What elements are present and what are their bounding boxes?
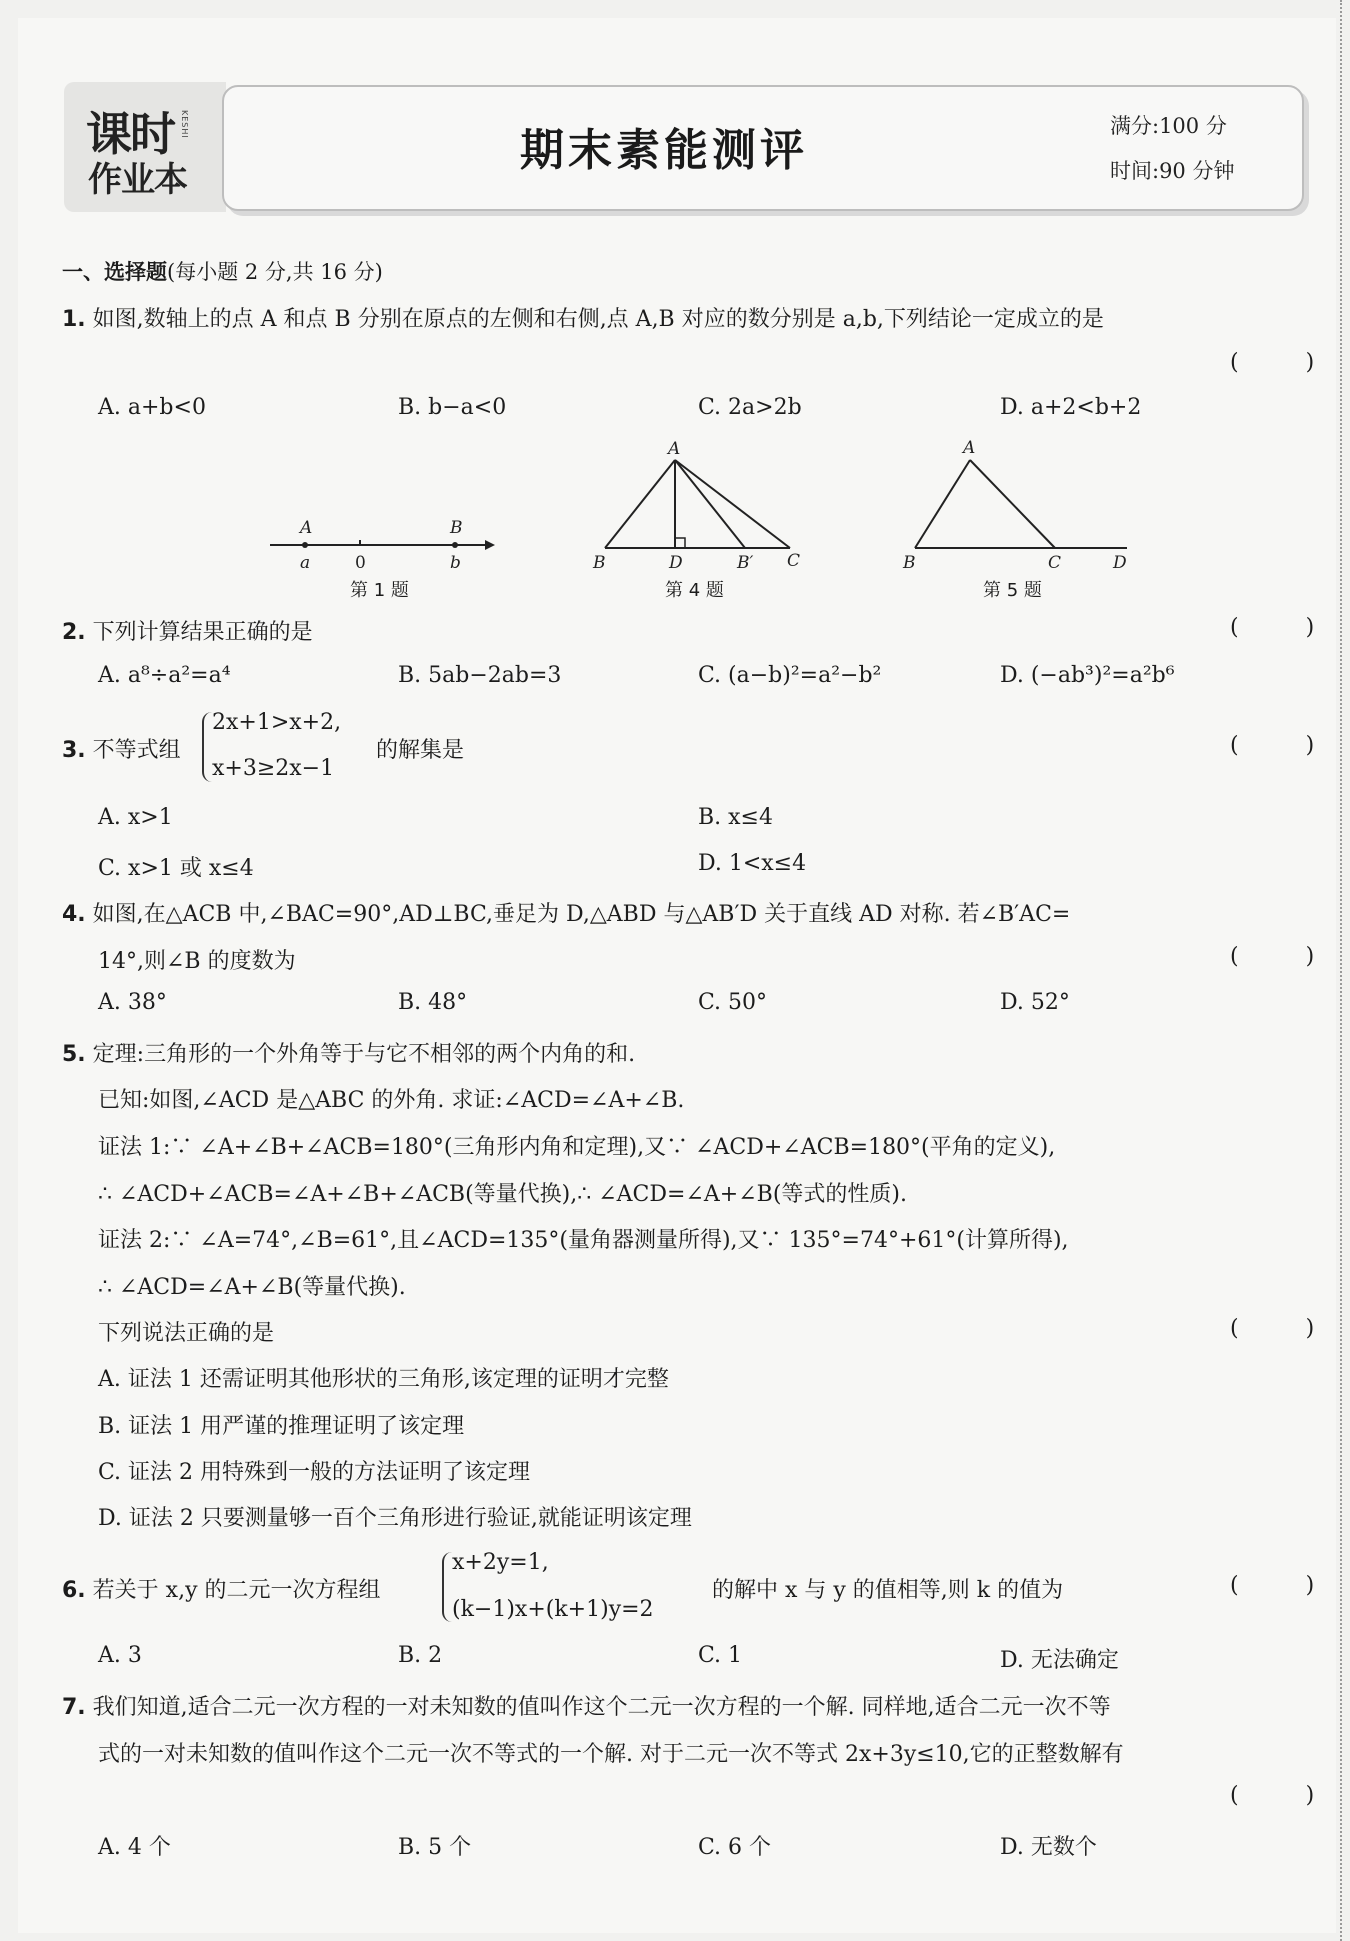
answer-blank[interactable]: ( )	[1230, 1316, 1345, 1341]
value-b-label: b	[450, 553, 461, 573]
question-3	[62, 733, 181, 764]
origin-label: 0	[355, 553, 366, 573]
answer-blank[interactable]: ( )	[1230, 615, 1345, 640]
brand-line1: 课时	[86, 107, 174, 161]
option-c: C. 50°	[698, 990, 768, 1015]
figure-4-caption: 第 4 题	[665, 580, 724, 601]
option-b: B. 5ab−2ab=3	[398, 663, 562, 688]
question-text-1: 我们知道,适合二元一次方程的一对未知数的值叫作这个二元一次方程的一个解. 同样地,适合二元一次不等	[92, 1695, 1111, 1720]
question-number: 5.	[62, 1042, 86, 1067]
page-edge	[1340, 0, 1344, 1941]
vertex-b-label: B	[593, 553, 606, 573]
question-number: 6.	[62, 1578, 86, 1603]
figure-1-caption: 第 1 题	[350, 580, 409, 601]
option-a: A. a+b<0	[98, 395, 206, 420]
option-d: D. 1<x≤4	[698, 851, 807, 876]
vertex-c-label: C	[1048, 553, 1062, 573]
time-limit: 时间:90 分钟	[1110, 159, 1235, 183]
option-c: C. (a−b)²=a²−b²	[698, 663, 882, 688]
question-6	[62, 1573, 381, 1604]
option-d: D. 无法确定	[1000, 1648, 1119, 1673]
answer-blank[interactable]: ( )	[1230, 944, 1345, 969]
option-d: D. 无数个	[1000, 1835, 1097, 1860]
option-a: A. 38°	[98, 990, 167, 1015]
point-b-label: B	[450, 518, 463, 538]
page-title: 期末素能测评	[520, 125, 808, 176]
vertex-b-label: B	[903, 553, 916, 573]
brand-line2: 作业本	[88, 160, 187, 200]
question-text: 下列计算结果正确的是	[92, 620, 313, 645]
option-c: C. x>1 或 x≤4	[98, 856, 254, 881]
question-text-2: 14°,则∠B 的度数为	[98, 949, 296, 974]
question-1	[62, 302, 1104, 333]
question-prefix: 若关于 x,y 的二元一次方程组	[92, 1578, 381, 1603]
option-b: B. b−a<0	[398, 395, 507, 420]
question-text-2: 式的一对未知数的值叫作这个二元一次不等式的一个解. 对于二元一次不等式 2x+3y≤10,它的正整数解有	[98, 1742, 1124, 1767]
answer-blank[interactable]: ( )	[1230, 1573, 1345, 1598]
option-a: A. 4 个	[98, 1835, 171, 1860]
section-heading	[62, 256, 383, 286]
question-prefix: 不等式组	[92, 738, 181, 763]
question-number: 1.	[62, 307, 86, 332]
answer-blank[interactable]: ( )	[1230, 1783, 1345, 1808]
system-brace	[442, 1552, 452, 1622]
value-a-label: a	[300, 553, 311, 573]
answer-blank[interactable]: ( )	[1230, 350, 1345, 375]
section-label: 一、选择题	[62, 260, 167, 284]
option-d: D. 52°	[1000, 990, 1070, 1015]
question-text-1: 如图,在△ACB 中,∠BAC=90°,AD⊥BC,垂足为 D,△ABD 与△AB′D 关于直线 AD 对称. 若∠B′AC=	[92, 902, 1071, 927]
option-b: B. 2	[398, 1643, 443, 1668]
option-c: C. 2a>2b	[698, 395, 802, 420]
question-suffix: 的解中 x 与 y 的值相等,则 k 的值为	[712, 1578, 1064, 1603]
question-7	[62, 1690, 1111, 1721]
option-b: B. x≤4	[698, 805, 773, 830]
option-d: D. 证法 2 只要测量够一百个三角形进行验证,就能证明该定理	[98, 1506, 692, 1531]
figure-5-triangle	[895, 435, 1140, 575]
option-d: D. a+2<b+2	[1000, 395, 1142, 420]
option-d: D. (−ab³)²=a²b⁶	[1000, 663, 1175, 688]
figure-4-triangle	[585, 440, 810, 575]
full-score: 满分:100 分	[1110, 114, 1227, 138]
question-suffix: 的解集是	[376, 738, 465, 763]
proof-2-line-2: ∴ ∠ACD=∠A+∠B(等量代换).	[98, 1275, 406, 1300]
option-b: B. 5 个	[398, 1835, 472, 1860]
proof-1-line-2: ∴ ∠ACD+∠ACB=∠A+∠B+∠ACB(等量代换),∴ ∠ACD=∠A+∠B(等式的性质).	[98, 1182, 907, 1207]
equation-2: (k−1)x+(k+1)y=2	[452, 1597, 654, 1622]
question-2	[62, 615, 313, 646]
theorem-text: 定理:三角形的一个外角等于与它不相邻的两个内角的和.	[92, 1042, 636, 1067]
option-a: A. a⁸÷a²=a⁴	[98, 663, 231, 688]
option-c: C. 证法 2 用特殊到一般的方法证明了该定理	[98, 1460, 531, 1485]
brand-tag: KESHI	[180, 110, 189, 139]
section-note: (每小题 2 分,共 16 分)	[167, 260, 383, 284]
vertex-a-label: A	[668, 440, 681, 459]
inequality-2: x+3≥2x−1	[212, 756, 335, 781]
figure-1-number-line	[260, 505, 500, 575]
question-number: 3.	[62, 738, 86, 763]
point-a-label: A	[300, 518, 313, 538]
question-text: 如图,数轴上的点 A 和点 B 分别在原点的左侧和右侧,点 A,B 对应的数分别是 a,b,下列结论一定成立的是	[92, 307, 1104, 332]
option-b: B. 证法 1 用严谨的推理证明了该定理	[98, 1414, 465, 1439]
question-4	[62, 897, 1070, 928]
option-a: A. x>1	[98, 805, 173, 830]
system-brace	[202, 712, 212, 782]
vertex-c-label: C	[787, 551, 801, 571]
vertex-bprime-label: B′	[737, 553, 754, 573]
vertex-d-label: D	[669, 553, 683, 573]
question-number: 2.	[62, 620, 86, 645]
question-number: 7.	[62, 1695, 86, 1720]
option-a: A. 3	[98, 1643, 142, 1668]
option-c: C. 6 个	[698, 1835, 772, 1860]
option-a: A. 证法 1 还需证明其他形状的三角形,该定理的证明才完整	[98, 1367, 669, 1392]
figure-5-caption: 第 5 题	[983, 580, 1042, 601]
vertex-a-label: A	[963, 438, 976, 458]
answer-blank[interactable]: ( )	[1230, 733, 1345, 758]
option-c: C. 1	[698, 1643, 743, 1668]
proof-2-line-1: 证法 2:∵ ∠A=74°,∠B=61°,且∠ACD=135°(量角器测量所得),又∵ 135°=74°+61°(计算所得),	[98, 1228, 1069, 1253]
question-prompt: 下列说法正确的是	[98, 1321, 275, 1346]
equation-1: x+2y=1,	[452, 1550, 549, 1575]
proof-1-line-1: 证法 1:∵ ∠A+∠B+∠ACB=180°(三角形内角和定理),又∵ ∠ACD+∠ACB=180°(平角的定义),	[98, 1135, 1056, 1160]
option-b: B. 48°	[398, 990, 468, 1015]
question-5	[62, 1037, 635, 1068]
vertex-d-label: D	[1113, 553, 1127, 573]
question-number: 4.	[62, 902, 86, 927]
given-text: 已知:如图,∠ACD 是△ABC 的外角. 求证:∠ACD=∠A+∠B.	[98, 1088, 685, 1113]
inequality-1: 2x+1>x+2,	[212, 710, 342, 735]
